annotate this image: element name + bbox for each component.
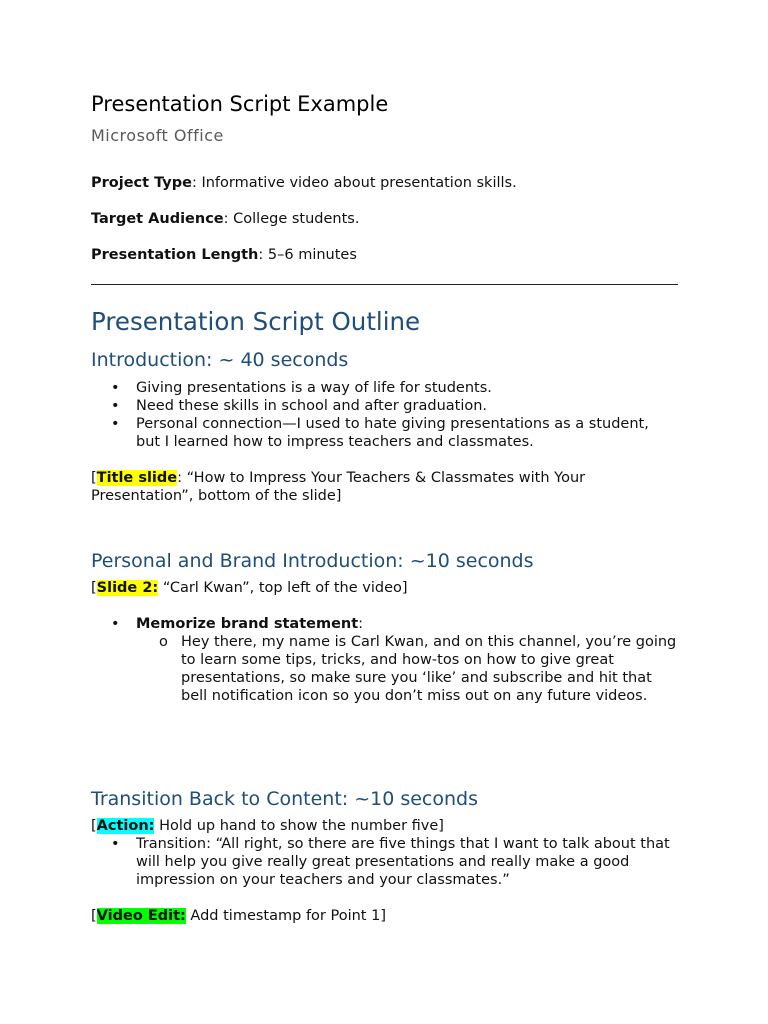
- slide-2-note-text: “Carl Kwan”, top left of the video]: [158, 580, 408, 596]
- bracket-open: [: [91, 580, 97, 596]
- bracket-open: [: [91, 818, 97, 834]
- slide-2-tag: Slide 2:: [96, 580, 159, 596]
- presentation-length-value: : 5–6 minutes: [258, 247, 357, 263]
- document-subtitle: Microsoft Office: [91, 126, 224, 145]
- list-item-text: Need these skills in school and after graduation.: [136, 398, 488, 414]
- document-title: Presentation Script Example: [91, 92, 389, 116]
- bullet-icon: •: [111, 380, 120, 396]
- project-type-value: : Informative video about presentation skills.: [191, 175, 517, 191]
- brand-statement-colon: :: [358, 616, 364, 632]
- sub-list-item-text: Hey there, my name is Carl Kwan, and on this channel, you’re going to learn some tips, tricks, and how-tos on how to give great presentations, so make sure you ‘like’ and subscribe and hit that bell notification icon so you don’t miss out on any future videos.: [181, 634, 677, 704]
- action-note-text: Hold up hand to show the number five]: [154, 818, 444, 834]
- bullet-icon: •: [111, 836, 120, 852]
- bracket-open: [: [91, 908, 97, 924]
- bullet-icon: •: [111, 616, 120, 632]
- list-item-text: Giving presentations is a way of life for students.: [136, 380, 492, 396]
- bullet-icon: •: [111, 416, 120, 432]
- slide-2-note: [91, 579, 678, 597]
- project-type-line: [91, 175, 517, 191]
- list-item-text: Transition: “All right, so there are five things that I want to talk about that will help you give really great presentations and really make a good impression on your teachers and your classmates.”: [136, 836, 670, 888]
- action-note: [91, 817, 678, 835]
- title-slide-note: [91, 469, 678, 505]
- title-slide-note-text: : “How to Impress Your Teachers & Classmates with Your Presentation”, bottom of the slide]: [91, 470, 586, 504]
- video-edit-note-text: Add timestamp for Point 1]: [185, 908, 386, 924]
- brand-statement-label: Memorize brand statement: [136, 616, 359, 632]
- introduction-heading: Introduction: ~ 40 seconds: [91, 349, 349, 371]
- target-audience-value: : College students.: [223, 211, 360, 227]
- brand-introduction-heading: Personal and Brand Introduction: ~10 seconds: [91, 550, 534, 572]
- action-tag: Action:: [96, 818, 155, 834]
- presentation-length-line: [91, 247, 357, 263]
- target-audience-line: [91, 211, 359, 227]
- bullet-icon: •: [111, 398, 120, 414]
- title-slide-tag: Title slide: [96, 470, 178, 486]
- bracket-open: [: [91, 470, 97, 486]
- project-type-label: Project Type: [91, 175, 192, 191]
- presentation-length-label: Presentation Length: [91, 247, 259, 263]
- list-item-text: [136, 615, 676, 633]
- horizontal-divider: [91, 284, 678, 285]
- video-edit-tag: Video Edit:: [96, 908, 186, 924]
- transition-heading: Transition Back to Content: ~10 seconds: [91, 788, 479, 810]
- outline-heading: Presentation Script Outline: [91, 307, 421, 336]
- list-item-text: Personal connection—I used to hate giving presentations as a student, but I learned how to impress teachers and classmates.: [136, 416, 649, 450]
- target-audience-label: Target Audience: [91, 211, 224, 227]
- video-edit-note: [91, 907, 678, 925]
- sub-bullet-icon: o: [159, 634, 168, 650]
